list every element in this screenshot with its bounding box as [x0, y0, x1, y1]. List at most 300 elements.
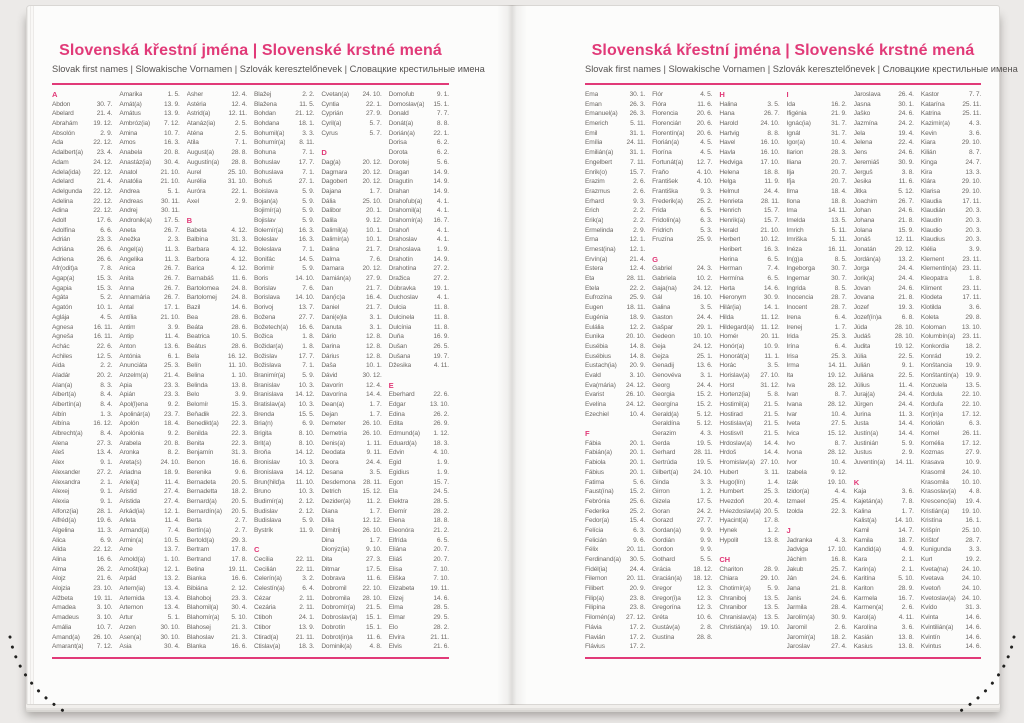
nameday-date: 1. 8.	[968, 275, 981, 283]
name-label: Hieronym	[719, 294, 747, 302]
name-entry	[921, 633, 981, 643]
nameday-date: 26. 7.	[763, 110, 780, 118]
name-entry	[389, 177, 449, 187]
name-entry	[52, 419, 112, 429]
name-entry	[585, 361, 645, 371]
nameday-date: 20. 6.	[696, 110, 713, 118]
name-entry	[389, 235, 449, 245]
name-entry	[787, 555, 847, 565]
nameday-date: 24. 4.	[366, 459, 382, 467]
nameday-date: 4. 10.	[696, 178, 713, 186]
nameday-date: 17. 5.	[366, 565, 382, 573]
nameday-date: 22. 5.	[898, 352, 914, 360]
name-label: Bohdana	[253, 120, 280, 128]
right-page	[585, 40, 1018, 659]
name-entry	[854, 613, 914, 623]
name-label: Irma	[786, 362, 800, 370]
name-entry	[585, 381, 645, 391]
name-entry	[254, 119, 314, 129]
nameday-date: 24. 10.	[961, 594, 981, 602]
nameday-date: 25. 9.	[696, 236, 713, 244]
name-label: Hubert	[719, 468, 739, 476]
name-label: Dalibor	[321, 207, 342, 215]
name-entry	[921, 390, 981, 400]
nameday-date: 20. 1.	[629, 459, 646, 467]
name-entry	[187, 487, 247, 497]
nameday-date: 21. 10.	[760, 226, 780, 234]
name-entry	[187, 448, 247, 458]
name-entry	[585, 206, 645, 216]
nameday-date: 16. 8.	[831, 556, 847, 563]
name-entry	[389, 439, 449, 449]
name-label: Edmund(a)	[388, 430, 420, 438]
name-label: Adela(ida)	[52, 168, 81, 176]
name-entry	[921, 545, 981, 555]
name-entry	[652, 448, 712, 458]
name-entry	[119, 633, 179, 643]
nameday-date: 24. 10.	[160, 459, 180, 467]
name-label: Gordián	[652, 536, 675, 544]
name-label: Georgína	[652, 401, 679, 408]
name-entry	[719, 526, 779, 536]
name-entry	[119, 158, 179, 168]
name-entry	[389, 323, 449, 333]
name-label: Damián(a)	[321, 275, 351, 283]
name-label: Anatol	[119, 168, 138, 176]
name-label: Alexej	[52, 488, 70, 496]
nameday-date: 25. 10.	[961, 526, 981, 534]
letter-header	[854, 478, 914, 488]
name-entry	[719, 516, 779, 526]
nameday-date: 29. 12.	[894, 246, 914, 253]
nameday-date: 2. 12.	[298, 507, 315, 515]
name-label: Kalina	[853, 507, 872, 515]
name-entry	[719, 361, 779, 371]
nameday-date: 19. 2.	[965, 352, 981, 360]
nameday-date: 2. 6.	[633, 187, 646, 195]
name-label: Agnesa	[52, 323, 74, 331]
name-label: Gregorína	[652, 604, 681, 612]
nameday-date: 1. 7.	[369, 187, 382, 195]
name-label: Amina	[119, 129, 138, 137]
nameday-date: 10. 1.	[366, 236, 382, 244]
name-label: Anita	[119, 275, 134, 283]
name-entry	[254, 642, 314, 652]
name-entry	[187, 245, 247, 255]
name-label: Dárius	[321, 352, 340, 360]
name-entry	[652, 313, 712, 323]
nameday-date: 5. 3.	[700, 226, 713, 234]
nameday-date: 19. 11.	[93, 594, 113, 602]
name-entry	[254, 342, 314, 352]
nameday-date: 8. 10.	[298, 430, 315, 438]
name-label: Dalila	[321, 216, 337, 224]
name-label: Hortenz(ia)	[719, 391, 751, 399]
name-label: Božetech(a)	[253, 323, 288, 331]
name-label: Desana	[321, 468, 344, 476]
nameday-date: 16. 12.	[227, 352, 247, 360]
nameday-date: 9. 1.	[100, 459, 113, 467]
nameday-date: 4. 12.	[231, 265, 247, 273]
name-entry	[719, 168, 779, 178]
nameday-date: 20. 2.	[96, 371, 113, 379]
name-entry	[854, 100, 914, 110]
name-entry	[585, 555, 645, 565]
nameday-date: 25. 10.	[227, 168, 247, 176]
nameday-date: 19. 11.	[228, 565, 247, 573]
nameday-date: 16. 1.	[965, 517, 981, 525]
name-label: Iľja	[786, 178, 795, 186]
name-label: Kaja	[853, 488, 867, 496]
nameday-date: 18. 9.	[629, 313, 646, 321]
name-entry	[719, 352, 779, 362]
name-label: Areta(s)	[119, 459, 142, 467]
name-entry	[389, 245, 449, 255]
nameday-date: 10. 5.	[164, 536, 180, 544]
name-entry	[254, 429, 314, 439]
name-label: Blanka	[186, 643, 206, 651]
nameday-date: 24. 10.	[961, 585, 981, 593]
name-entry	[119, 458, 179, 468]
nameday-date: 9. 10.	[366, 546, 382, 554]
name-label: Gašpar	[652, 323, 673, 331]
name-label: Antim	[119, 323, 136, 331]
name-label: Gabriela	[652, 275, 676, 283]
name-label: Justus	[853, 449, 872, 457]
name-label: Imrich	[786, 226, 804, 234]
name-entry	[187, 633, 247, 643]
nameday-date: 23. 7.	[164, 410, 180, 418]
name-entry	[52, 536, 112, 546]
name-label: Belinda	[186, 381, 208, 389]
nameday-date: 18. 8.	[433, 517, 449, 525]
name-label: Elmar	[388, 614, 406, 622]
name-label: Eusébia	[585, 342, 608, 350]
name-entry	[921, 352, 981, 362]
name-label: Alexandra	[52, 478, 81, 486]
name-entry	[787, 274, 847, 284]
nameday-date: 21. 9.	[831, 110, 847, 118]
nameday-date: 8. 5.	[834, 284, 847, 292]
nameday-date: 15. 2.	[629, 488, 646, 496]
name-label: Hypolit	[719, 536, 739, 544]
nameday-date: 1. 4.	[767, 478, 780, 486]
name-label: Daša	[321, 362, 337, 370]
nameday-date: 27. 4.	[164, 497, 180, 505]
name-entry	[652, 497, 712, 507]
names-column-2	[652, 90, 712, 653]
name-entry	[585, 468, 645, 478]
name-entry	[719, 613, 779, 623]
name-label: Borislav	[253, 284, 277, 292]
name-label: Bonifác	[253, 255, 275, 263]
nameday-date: 5. 1.	[167, 614, 180, 622]
nameday-date: 10. 3.	[298, 381, 315, 389]
nameday-date: 22. 3.	[231, 410, 247, 418]
name-label: Algelina	[52, 526, 75, 534]
name-entry	[389, 332, 449, 342]
nameday-date: 3. 10.	[629, 371, 646, 379]
name-entry	[389, 633, 449, 643]
nameday-date: 12. 1.	[164, 565, 180, 573]
name-entry	[119, 264, 179, 274]
nameday-date: 4. 9.	[901, 546, 914, 554]
name-label: Alma	[52, 565, 67, 573]
name-label: Gaston	[652, 313, 673, 321]
name-label: Dan	[321, 284, 333, 292]
name-entry	[254, 313, 314, 323]
name-entry	[187, 468, 247, 478]
name-label: Fábia	[585, 439, 601, 447]
page-subtitle: Slovak first names | Slowakische Vornamen | Szlovák keresztelőnevek | Словацкие крестильные имена	[52, 64, 485, 74]
name-entry	[254, 109, 314, 119]
name-entry	[254, 168, 314, 178]
name-entry	[787, 439, 847, 449]
nameday-date: 14. 10.	[894, 517, 914, 525]
name-entry	[119, 439, 179, 449]
nameday-date: 14. 11.	[828, 207, 847, 215]
name-label: Igor(a)	[786, 139, 805, 147]
name-entry	[921, 497, 981, 507]
name-entry	[187, 439, 247, 449]
name-label: Aurel	[186, 168, 202, 176]
nameday-date: 28. 11.	[760, 197, 780, 205]
name-label: Dag(a)	[321, 158, 341, 166]
nameday-date: 3. 10.	[96, 604, 113, 612]
name-entry	[787, 390, 847, 400]
nameday-date: 21. 5.	[366, 604, 382, 612]
name-label: Kvído	[920, 604, 937, 612]
name-label: Emília	[585, 139, 603, 147]
name-entry	[187, 613, 247, 623]
name-entry	[187, 623, 247, 633]
name-label: Gerda	[652, 439, 670, 447]
nameday-date: 22. 5.	[898, 371, 914, 379]
name-entry	[254, 264, 314, 274]
name-label: Gerazim	[652, 430, 677, 438]
name-entry	[254, 303, 314, 313]
name-label: Krasomil	[920, 468, 946, 476]
nameday-date: 28. 9.	[898, 585, 914, 593]
name-label: Egid	[388, 459, 402, 467]
name-entry	[787, 313, 847, 323]
name-label: Artemon	[119, 604, 144, 612]
name-label: Adrián	[52, 236, 71, 244]
name-label: Dominik(a)	[321, 643, 352, 651]
nameday-date: 16. 10.	[760, 139, 780, 147]
name-label: Cecília	[253, 556, 274, 563]
name-entry	[719, 235, 779, 245]
nameday-date: 21. 4.	[96, 110, 113, 118]
nameday-date: 4. 3.	[968, 120, 981, 128]
name-label: Antal	[119, 304, 134, 312]
name-entry	[719, 623, 779, 633]
name-entry	[187, 371, 247, 381]
name-entry	[652, 332, 712, 342]
name-label: Júlia	[853, 352, 867, 360]
name-entry	[719, 410, 779, 420]
name-label: Koriolán	[920, 420, 944, 428]
nameday-date: 16. 6.	[231, 575, 247, 583]
name-entry	[585, 158, 645, 168]
nameday-date: 13. 2.	[898, 255, 914, 263]
nameday-date: 20. 5.	[231, 497, 247, 505]
name-label: Bronislava	[253, 468, 284, 476]
name-label: Jaromír(a)	[786, 633, 816, 641]
name-entry	[389, 448, 449, 458]
nameday-date: 25. 11.	[962, 110, 981, 118]
name-entry	[921, 603, 981, 613]
name-entry	[585, 235, 645, 245]
name-label: Duňa	[388, 333, 404, 341]
name-entry	[652, 439, 712, 449]
name-label: Galina	[652, 304, 671, 312]
name-label: Eliána	[388, 546, 407, 554]
name-entry	[321, 419, 381, 429]
name-label: Hynek	[719, 526, 738, 534]
name-entry	[787, 410, 847, 420]
name-entry	[719, 313, 779, 323]
name-entry	[187, 187, 247, 197]
name-label: Dobromír(a)	[321, 604, 356, 612]
name-label: Klélia	[920, 246, 937, 253]
name-entry	[321, 410, 381, 420]
name-label: Klaudio	[920, 226, 942, 234]
name-label: Kornel	[920, 430, 940, 438]
name-label: Alfréd(a)	[52, 517, 76, 525]
nameday-date: 3. 11.	[764, 468, 780, 476]
spacer-row	[719, 545, 779, 555]
nameday-date: 2. 1.	[901, 556, 914, 563]
name-entry	[787, 565, 847, 575]
nameday-date: 23. 4.	[96, 149, 113, 157]
nameday-date: 18. 4.	[831, 187, 847, 195]
name-entry	[585, 109, 645, 119]
letter-header-label: F	[585, 429, 590, 439]
name-label: Ginda	[652, 478, 670, 486]
nameday-date: 20. 1.	[366, 207, 382, 215]
nameday-date: 24. 2.	[898, 120, 914, 128]
nameday-date: 22. 3.	[231, 420, 247, 428]
nameday-date: 2. 1.	[901, 565, 914, 573]
nameday-date: 4. 1.	[436, 207, 449, 215]
name-entry	[321, 545, 381, 555]
name-label: Gertrúda	[652, 459, 677, 467]
name-label: Hildegard(a)	[719, 323, 754, 331]
name-entry	[389, 313, 449, 323]
nameday-date: 5. 7.	[369, 120, 382, 128]
name-label: Krasava	[920, 459, 944, 467]
name-label: Kristína	[920, 517, 943, 525]
nameday-date: 7. 1.	[302, 149, 315, 157]
nameday-date: 14. 8.	[629, 352, 646, 360]
name-entry	[52, 255, 112, 265]
name-entry	[52, 516, 112, 526]
nameday-date: 8. 2.	[167, 449, 180, 457]
nameday-date: 30. 9.	[763, 294, 780, 302]
nameday-date: 21. 10.	[160, 313, 180, 321]
name-label: Beátus	[186, 342, 207, 350]
nameday-date: 27. 12.	[626, 614, 646, 622]
name-label: Edgar	[388, 401, 406, 408]
name-entry	[52, 371, 112, 381]
name-label: Dagobert	[321, 178, 348, 186]
name-label: Ferdinand(a)	[585, 556, 621, 563]
nameday-date: 15. 4.	[629, 517, 646, 525]
nameday-date: 19. 12.	[93, 120, 113, 128]
nameday-date: 30. 10.	[160, 633, 180, 641]
nameday-date: 17. 1.	[164, 304, 180, 312]
nameday-date: 22. 10.	[362, 585, 382, 593]
name-entry	[719, 468, 779, 478]
name-entry	[854, 603, 914, 613]
nameday-date: 21. 5.	[763, 401, 780, 408]
nameday-date: 18. 8.	[763, 168, 780, 176]
nameday-date: 8. 4.	[100, 391, 113, 399]
name-label: Kvinta	[920, 614, 939, 622]
nameday-date: 8. 4.	[100, 430, 113, 438]
nameday-date: 24. 4.	[898, 265, 914, 273]
nameday-date: 29. 10.	[961, 178, 981, 186]
nameday-date: 24. 2.	[696, 507, 713, 515]
nameday-date: 5. 12.	[696, 420, 713, 428]
nameday-date: 14. 6.	[965, 623, 981, 631]
nameday-date: 26. 10.	[362, 526, 382, 534]
name-label: Axel	[186, 197, 199, 205]
nameday-date: 19. 4.	[898, 129, 914, 137]
name-entry	[787, 100, 847, 110]
nameday-date: 14. 9.	[433, 168, 449, 176]
name-entry	[52, 439, 112, 449]
name-label: Berenika	[186, 468, 212, 476]
name-label: Bea	[186, 313, 198, 321]
nameday-date: 22. 12.	[93, 207, 113, 215]
name-label: Belina	[186, 371, 205, 379]
name-label: Klarisa	[920, 187, 940, 195]
name-label: Jadviga	[786, 546, 809, 554]
name-label: Bernadeta	[186, 478, 216, 486]
name-label: Agatón	[52, 304, 72, 312]
name-label: Ivor	[786, 459, 797, 467]
name-label: Belomír	[186, 401, 209, 408]
nameday-date: 11. 9.	[764, 178, 780, 186]
name-label: Beáta	[186, 323, 204, 331]
name-entry	[119, 565, 179, 575]
name-label: Armand(a)	[119, 526, 150, 534]
nameday-date: 19. 4.	[965, 497, 981, 505]
name-label: Brun(hild)a	[253, 478, 285, 486]
name-entry	[119, 187, 179, 197]
name-entry	[652, 109, 712, 119]
name-entry	[52, 284, 112, 294]
name-entry	[187, 594, 247, 604]
nameday-date: 1. 9.	[436, 459, 449, 467]
name-label: Budimír(a)	[253, 497, 284, 505]
nameday-date: 15. 7.	[763, 216, 780, 224]
nameday-date: 24. 8.	[231, 284, 247, 292]
name-entry	[119, 352, 179, 362]
name-label: Krescenc(ia)	[920, 497, 957, 505]
nameday-date: 22. 3.	[231, 439, 247, 447]
name-label: Branislav	[253, 381, 280, 389]
name-entry	[585, 400, 645, 410]
nameday-date: 28. 6.	[231, 313, 247, 321]
name-entry	[854, 342, 914, 352]
name-entry	[52, 478, 112, 488]
letter-header-label: K	[853, 477, 860, 487]
name-entry	[585, 487, 645, 497]
nameday-date: 4. 5.	[700, 139, 713, 147]
